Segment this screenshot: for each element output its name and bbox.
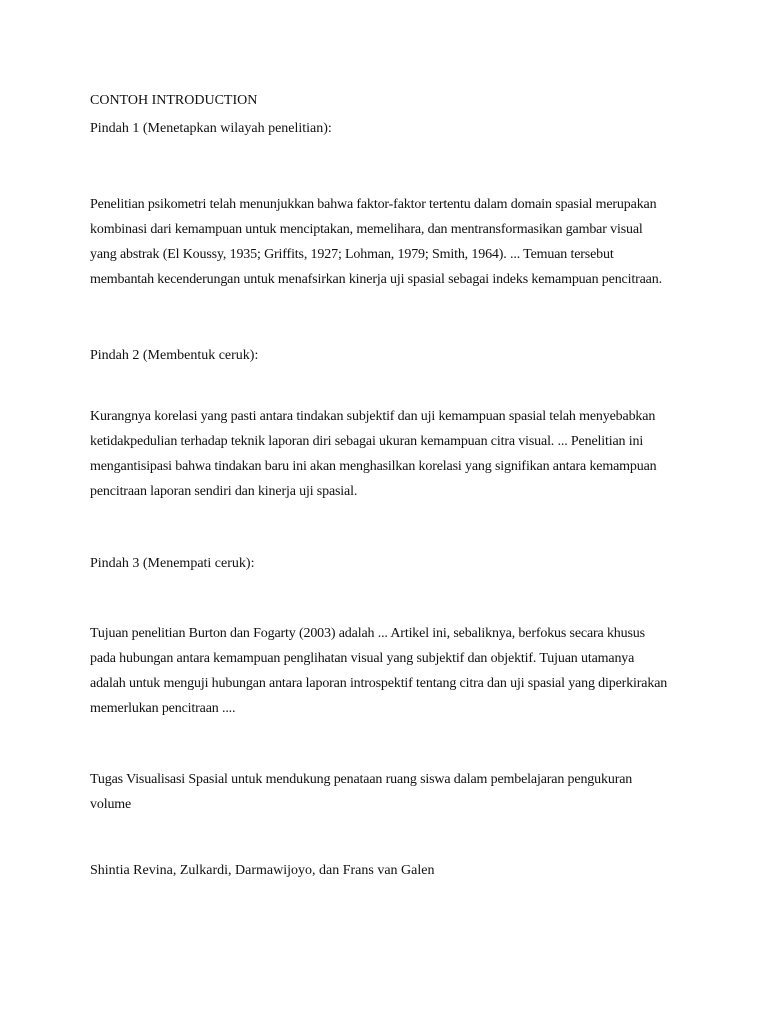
paragraph-line: membantah kecenderungan untuk menafsirkan kinerja uji spasial sebagai indeks kemampuan pencitraan. xyxy=(90,272,662,287)
paragraph-line: Penelitian psikometri telah menunjukkan bahwa faktor-faktor tertentu dalam domain spasial merupakan xyxy=(90,197,657,212)
authors: Shintia Revina, Zulkardi, Darmawijoyo, dan Frans van Galen xyxy=(90,863,435,878)
paragraph-line: pencitraan laporan sendiri dan kinerja uji spasial. xyxy=(90,484,358,499)
document-title: CONTOH INTRODUCTION xyxy=(90,93,258,108)
move2-heading: Pindah 2 (Membentuk ceruk): xyxy=(90,348,259,363)
move1-paragraph xyxy=(90,192,662,292)
move3-paragraph xyxy=(90,621,667,721)
paragraph-line: adalah untuk menguji hubungan antara laporan introspektif tentang citra dan uji spasial yang diperkirakan xyxy=(90,676,668,691)
paragraph-line: yang abstrak (El Koussy, 1935; Griffits, 1927; Lohman, 1979; Smith, 1964). ... Temuan tersebut xyxy=(90,247,614,262)
move3-heading: Pindah 3 (Menempati ceruk): xyxy=(90,556,255,571)
article-title-line: volume xyxy=(90,797,132,812)
paragraph-line: mengantisipasi bahwa tindakan baru ini akan menghasilkan korelasi yang signifikan antara kemampuan xyxy=(90,459,657,474)
paragraph-line: memerlukan pencitraan .... xyxy=(90,701,236,716)
paragraph-line: Tujuan penelitian Burton dan Fogarty (2003) adalah ... Artikel ini, sebaliknya, berfokus secara khusus xyxy=(90,626,645,641)
article-title xyxy=(90,767,632,817)
move2-paragraph xyxy=(90,404,657,504)
paragraph-line: pada hubungan antara kemampuan penglihatan visual yang subjektif dan objektif. Tujuan utamanya xyxy=(90,651,635,666)
paragraph-line: kombinasi dari kemampuan untuk menciptakan, memelihara, dan mentransformasikan gambar visual xyxy=(90,222,643,237)
paragraph-line: ketidakpedulian terhadap teknik laporan diri sebagai ukuran kemampuan citra visual. ... Penelitian ini xyxy=(90,434,644,449)
paragraph-line: Kurangnya korelasi yang pasti antara tindakan subjektif dan uji kemampuan spasial telah menyebabkan xyxy=(90,409,656,424)
article-title-line: Tugas Visualisasi Spasial untuk mendukung penataan ruang siswa dalam pembelajaran pengukuran xyxy=(90,772,633,787)
move1-heading: Pindah 1 (Menetapkan wilayah penelitian): xyxy=(90,121,332,136)
